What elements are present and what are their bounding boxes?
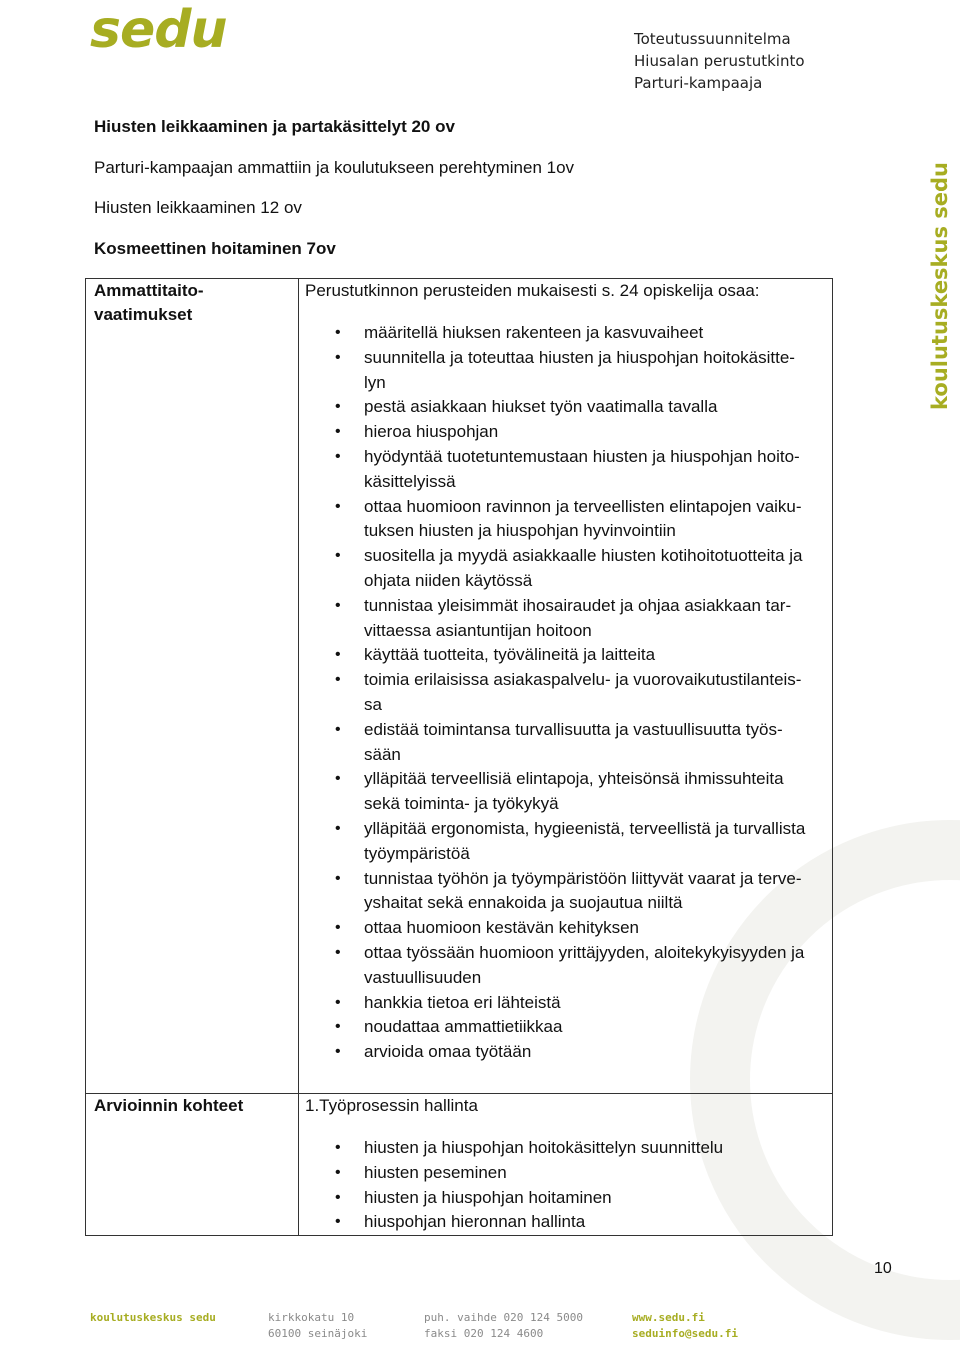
side-brand-text: koulutuskeskus sedu <box>928 161 952 410</box>
list-item-line: ohjata niiden käytössä <box>364 570 533 590</box>
page-number: 10 <box>874 1260 892 1277</box>
bullet-list <box>305 1136 822 1235</box>
list-item <box>305 941 822 991</box>
row-content <box>299 279 833 1094</box>
list-item-line: • hiuspohjan hieronnan hallinta <box>364 1212 586 1232</box>
footer-line: faksi 020 124 4600 <box>424 1327 544 1340</box>
list-item-line: tuksen hiusten ja hiuspohjan hyvinvointiin <box>364 521 676 541</box>
footer-phone <box>424 1310 583 1342</box>
list-item-line: • ottaa huomioon ravinnon ja terveellisten elintapojen vaiku- <box>364 496 802 516</box>
list-item <box>305 594 822 644</box>
list-item-line: • määritellä hiuksen rakenteen ja kasvuvaiheet <box>364 323 704 342</box>
sub-module-title: Parturi-kampaajan ammattiin ja koulutukseen perehtyminen 1ov <box>94 157 575 177</box>
list-item <box>305 718 822 768</box>
list-item-line: • ylläpitää terveellisiä elintapoja, yhteisönsä ihmissuhteita <box>364 769 784 789</box>
list-item-line: lyn <box>364 372 386 392</box>
row-label <box>86 279 299 1094</box>
list-item-line: • hiusten ja hiuspohjan hoitaminen <box>364 1187 612 1207</box>
list-item-line: • tunnistaa työhön ja työympäristöön liittyvät vaarat ja terve- <box>364 868 802 888</box>
list-item-line: sa <box>364 694 382 714</box>
list-item-line: • edistää toimintansa turvallisuutta ja vastuullisuutta työs- <box>364 719 783 739</box>
footer-line: 60100 seinäjoki <box>268 1327 368 1340</box>
section-headings <box>94 116 574 278</box>
list-item-line: • pestä asiakkaan hiukset työn vaatimalla tavalla <box>364 397 718 417</box>
footer-line: kirkkokatu 10 <box>268 1311 355 1324</box>
list-item <box>305 668 822 718</box>
list-item-line: • hiusten ja hiuspohjan hoitokäsittelyn suunnittelu <box>364 1138 724 1157</box>
list-item-line: • noudattaa ammattietiikkaa <box>364 1017 563 1037</box>
header-line: Toteutussuunnitelma <box>634 30 791 48</box>
row-content <box>299 1094 833 1236</box>
list-item <box>305 1161 822 1186</box>
list-item <box>305 817 822 867</box>
row-intro: 1.Työprosessin hallinta <box>305 1096 478 1115</box>
list-item <box>305 867 822 917</box>
list-item-line: • hieroa hiuspohjan <box>364 422 499 442</box>
list-item <box>305 991 822 1016</box>
list-item <box>305 395 822 420</box>
list-item-line: • ottaa työssään huomioon yrittäjyyden, aloitekykyisyyden ja <box>364 942 805 962</box>
list-item-line: työympäristöä <box>364 843 470 863</box>
row-label: Arvioinnin kohteet <box>86 1094 299 1236</box>
footer-link[interactable]: seduinfo@sedu.fi <box>632 1327 738 1340</box>
table-row <box>86 279 833 1094</box>
bullet-list <box>305 321 822 1065</box>
row-label-line: vaatimukset <box>94 305 193 324</box>
list-item-line: • arvioida omaa työtään <box>364 1042 532 1062</box>
list-item-line: • hankkia tietoa eri lähteistä <box>364 992 561 1012</box>
list-item-line: • hyödyntää tuotetuntemustaan hiusten ja hiuspohjan hoito- <box>364 446 800 466</box>
list-item <box>305 1015 822 1040</box>
list-item <box>305 1040 822 1065</box>
list-item-line: • käyttää tuotteita, työvälineitä ja laitteita <box>364 645 656 665</box>
list-item <box>305 321 822 346</box>
table-row <box>86 1094 833 1236</box>
footer-line: puh. vaihde 020 124 5000 <box>424 1311 583 1324</box>
sub-module-title: Kosmeettinen hoitaminen 7ov <box>94 238 336 258</box>
list-item-line: vittaessa asiantuntijan hoitoon <box>364 620 592 640</box>
list-item <box>305 495 822 545</box>
sedu-logo: sedu <box>90 0 227 60</box>
document-header <box>634 28 805 94</box>
footer-address <box>268 1310 367 1342</box>
list-item <box>305 1136 822 1161</box>
list-item <box>305 767 822 817</box>
list-item-line: • ylläpitää ergonomista, hygieenistä, terveellistä ja turvallista <box>364 818 806 838</box>
list-item-line: sään <box>364 744 401 764</box>
list-item-line: • suunnitella ja toteuttaa hiusten ja hiuspohjan hoitokäsitte- <box>364 347 795 367</box>
module-title: Hiusten leikkaaminen ja partakäsittelyt 20 ov <box>94 117 455 136</box>
list-item <box>305 420 822 445</box>
requirements-table <box>85 278 833 1236</box>
list-item-line: • hiusten peseminen <box>364 1162 507 1182</box>
list-item-line: sekä toiminta- ja työkykyä <box>364 794 559 814</box>
header-line: Parturi-kampaaja <box>634 74 763 92</box>
list-item-line: käsittelyissä <box>364 471 456 491</box>
list-item <box>305 1210 822 1235</box>
list-item-line: vastuullisuuden <box>364 967 482 987</box>
list-item-line: • suositella ja myydä asiakkaalle hiusten kotihoitotuotteita ja <box>364 546 803 566</box>
list-item-line: • tunnistaa yleisimmät ihosairaudet ja ohjaa asiakkaan tar- <box>364 595 792 615</box>
sub-module-title: Hiusten leikkaaminen 12 ov <box>94 198 302 217</box>
list-item <box>305 916 822 941</box>
footer-web <box>632 1310 738 1342</box>
list-item <box>305 445 822 495</box>
list-item-line: • toimia erilaisissa asiakaspalvelu- ja vuorovaikutustilanteis- <box>364 670 802 690</box>
list-item-line: yshaitat sekä ennakoida ja suojautua niiltä <box>364 893 683 913</box>
footer-brand: koulutuskeskus sedu <box>90 1311 216 1324</box>
list-item <box>305 346 822 396</box>
row-intro: Perustutkinnon perusteiden mukaisesti s. 24 opiskelija osaa: <box>305 281 760 300</box>
footer-link[interactable]: www.sedu.fi <box>632 1311 705 1324</box>
row-label-line: Ammattitaito- <box>94 281 204 300</box>
list-item <box>305 643 822 668</box>
list-item <box>305 1186 822 1211</box>
header-line: Hiusalan perustutkinto <box>634 52 805 70</box>
list-item <box>305 544 822 594</box>
list-item-line: • ottaa huomioon kestävän kehityksen <box>364 918 640 938</box>
